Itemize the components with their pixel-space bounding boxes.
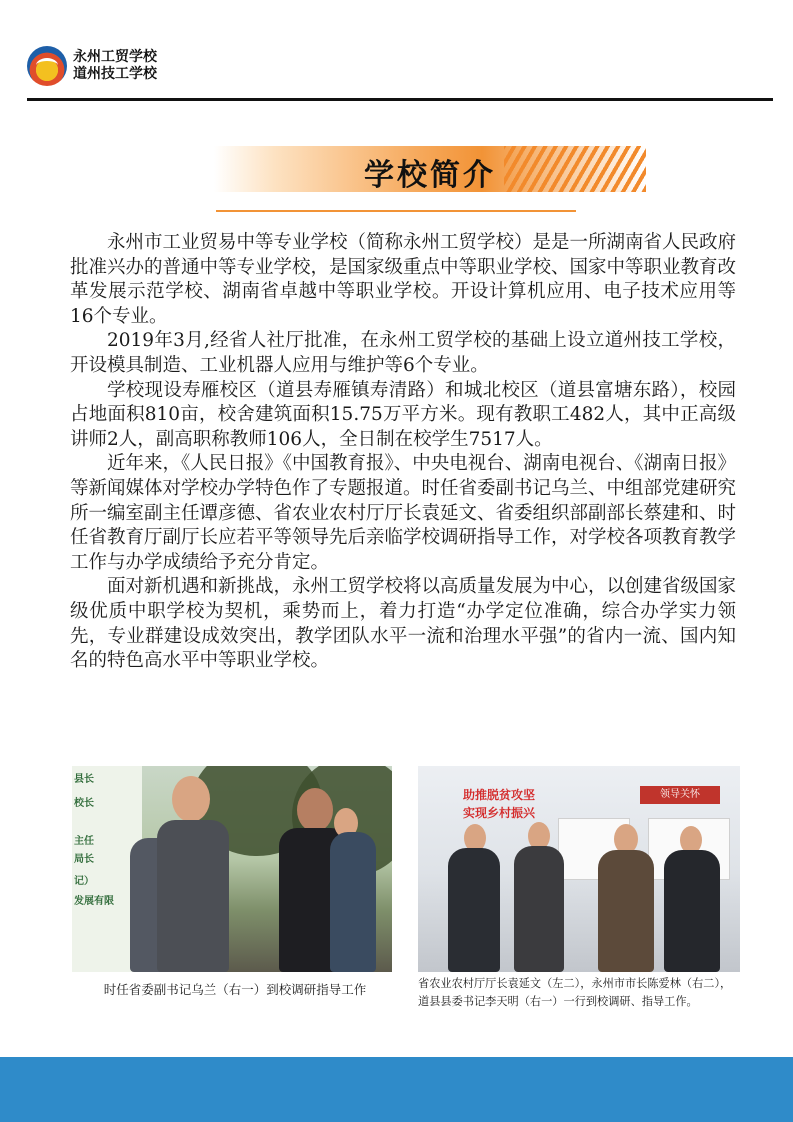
sign-line: 校长 (74, 798, 94, 809)
school-logo (27, 46, 67, 86)
photo-left-caption: 时任省委副书记乌兰（右一）到校调研指导工作 (103, 982, 367, 997)
title-banner (214, 146, 646, 192)
person (664, 850, 720, 972)
sign-line: 局长 (74, 854, 94, 865)
slogan-line-1: 助推脱贫攻坚 (462, 788, 535, 802)
person (448, 848, 500, 972)
header-rule (27, 98, 773, 101)
school-name-2: 道州技工学校 (73, 66, 157, 82)
paragraph-4: 近年来，《人民日报》《中国教育报》、中央电视台、湖南电视台、《湖南日报》等新闻媒体对学校办学特色作了专题报道。时任省委副书记乌兰、中组部党建研究所一编室副主任谭彦德、省农业农村厅厅长袁延文、省委组织部副部长蔡建和、时任省教育厅副厅长应若平等领导先后亲临学校调研指导工作，对学校各项教育教学工作与办学成绩给予充分肯定。 (70, 453, 737, 573)
paragraph-5: 面对新机遇和新挑战，永州工贸学校将以高质量发展为中心，以创建省级国家级优质中职学校为契机，乘势而上，着力打造“办学定位准确，综合办学实力领先，专业群建设成效突出，教学团队水平一流和治理水平强”的省内一流、国内知名的特色高水平中等职业学校。 (70, 576, 737, 672)
school-names (73, 49, 157, 83)
page-title: 学校简介 (364, 158, 496, 192)
slogan-line-2: 实现乡村振兴 (462, 806, 535, 820)
photo-right-caption (418, 975, 748, 1011)
person-head (172, 776, 210, 822)
sign-line: 县长 (74, 774, 94, 785)
school-name-1: 永州工贸学校 (73, 49, 157, 65)
paragraph-3: 学校现设寿雁校区（道县寿雁镇寿清路）和城北校区（道县富塘东路），校园占地面积810亩，校舍建筑面积15.75万平方米。现有教职工482人，其中正高级讲师2人，副高职称教师106人，全日制在校学生7517人。 (70, 379, 736, 450)
caption-line-2: 道县县委书记李天明（右一）一行到校调研、指导工作。 (418, 995, 698, 1008)
person (598, 850, 654, 972)
board-label: 领导关怀 (640, 786, 720, 804)
caption-line-1: 省农业农村厅厅长袁延文（左二），永州市市长陈爱林（右二）， (418, 977, 732, 990)
photo-visit-officials (418, 766, 740, 972)
person (157, 820, 229, 972)
person-head (297, 788, 333, 832)
photo-visit-wulan (72, 766, 392, 972)
person (330, 832, 376, 972)
school-header (27, 46, 157, 86)
paragraph-1: 永州市工业贸易中等专业学校（简称永州工贸学校）是是一所湖南省人民政府批准兴办的普通中等专业学校，是国家级重点中等职业学校、国家中等职业教育改革发展示范学校、湖南省卓越中等职业学校。开设计算机应用、电子技术应用等16个专业。 (70, 232, 737, 327)
sign-line: 记） (74, 876, 94, 887)
sign-line: 主任 (74, 836, 94, 847)
intro-body (70, 231, 736, 674)
sign-line: 发展有限 (74, 896, 114, 907)
person (514, 846, 564, 972)
footer-bar (0, 1057, 793, 1122)
title-underline (216, 210, 576, 212)
paragraph-2: 2019年3月,经省人社厅批准，在永州工贸学校的基础上设立道州技工学校，开设模具制造、工业机器人应用与维护等6个专业。 (70, 330, 736, 376)
